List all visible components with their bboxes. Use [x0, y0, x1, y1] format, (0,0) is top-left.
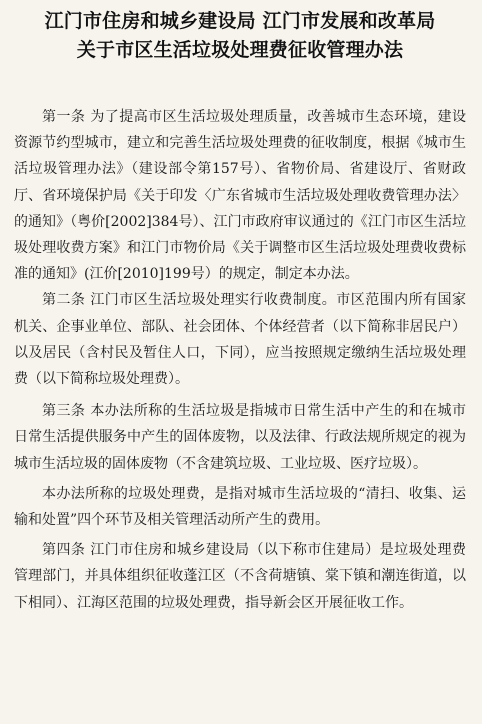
article-2-paragraph: 第二条 江门市区生活垃圾处理实行收费制度。市区范围内所有国家机关、企事业单位、部队、社会团体、个体经营者（以下简称非居民户）以及居民（含村民及暂住人口，下同），应当按照规定缴纳生活垃圾处理费（以下简称垃圾处理费）。 — [14, 292, 466, 388]
article-1-paragraph: 第一条 为了提高市区生活垃圾处理质量，改善城市生态环境，建设资源节约型城市，建立和完善生活垃圾处理费的征收制度，根据《城市生活垃圾管理办法》（建设部令第157号）、省物价局、省建设厅、省财政厅、省环境保护局《关于印发〈广东省城市生活垃圾处理收费管理办法〉的通知》（粤价[2002]384号）、江门市政府审议通过的《江门市区生活垃圾处理收费方案》和江门市物价局《关于调整市区生活垃圾处理费收费标准的通知》(江价[2010]199号）的规定，制定本办法。 — [14, 109, 466, 283]
document-title-line-2: 关于市区生活垃圾处理费征收管理办法 — [76, 39, 404, 61]
article-4-paragraph: 第四条 江门市住房和城乡建设局（以下称市住建局）是垃圾处理费管理部门，并具体组织征收蓬江区（不含荷塘镇、棠下镇和潮连街道，以下相同）、江海区范围的垃圾处理费，指导新会区开展征收工作。 — [14, 542, 466, 611]
document-body — [14, 104, 466, 616]
article-3-paragraph: 第三条 本办法所称的生活垃圾是指城市日常生活中产生的和在城市日常生活提供服务中产生的固体废物，以及法律、行政法规所规定的视为城市生活垃圾的固体废物（不含建筑垃圾、工业垃圾、医疗垃圾）。 — [14, 403, 466, 472]
document-title-line-1: 江门市住房和城乡建设局 江门市发展和改革局 — [44, 10, 436, 32]
fee-definition-paragraph: 本办法所称的垃圾处理费，是指对城市生活垃圾的“清扫、收集、运输和处置”四个环节及相关管理活动所产生的费用。 — [14, 485, 466, 529]
